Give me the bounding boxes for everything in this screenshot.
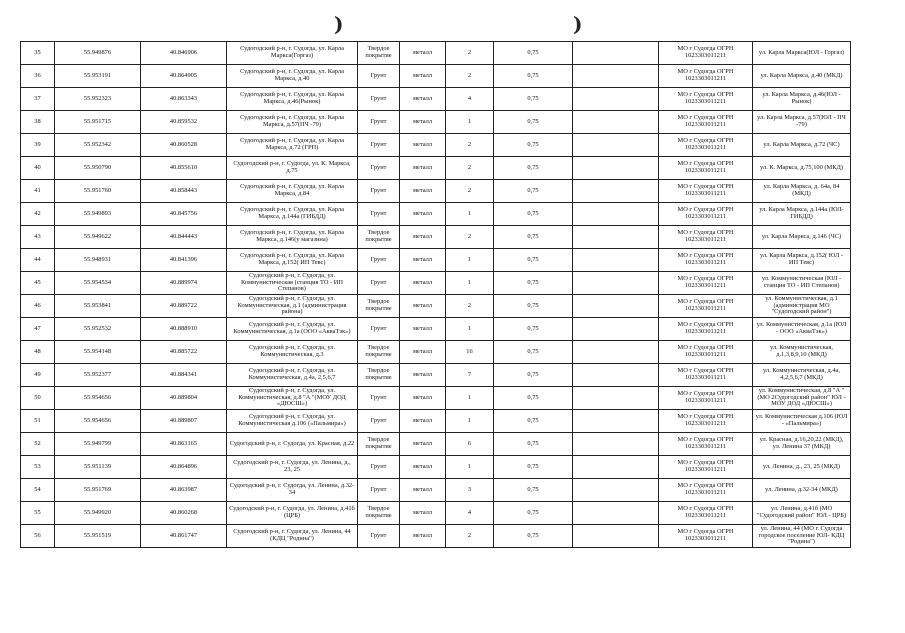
container-material-cell: металл (400, 272, 446, 295)
empty-cell-cell (573, 249, 659, 272)
longitude-cell: 40.861747 (141, 525, 227, 548)
surface-type-cell: Твердое покрытие (358, 364, 400, 387)
longitude-cell: 40.841396 (141, 249, 227, 272)
container-material-cell: металл (400, 157, 446, 180)
table-row (21, 203, 851, 226)
container-volume-cell: 0,75 (494, 341, 573, 364)
row-number-cell: 39 (21, 134, 55, 157)
surface-type-cell: Грунт (358, 134, 400, 157)
table-row (21, 479, 851, 502)
latitude-cell: 55.954656 (55, 387, 141, 410)
owner-organization-cell: МО г Судогда ОГРН 1023303011211 (659, 410, 753, 433)
surface-type-cell: Грунт (358, 249, 400, 272)
empty-cell-cell (573, 318, 659, 341)
owner-organization-cell: МО г Судогда ОГРН 1023303011211 (659, 341, 753, 364)
waste-source-cell: ул. Карла Маркса(ЮЛ - Горгаз) (753, 42, 851, 65)
empty-cell-cell (573, 42, 659, 65)
surface-type-cell: Грунт (358, 456, 400, 479)
address-cell: Судогодский р-н, г. Судогда, ул. Ленина, д.41б (ЦРБ) (227, 502, 358, 525)
container-count-cell: 1 (446, 410, 494, 433)
owner-organization-cell: МО г Судогда ОГРН 1023303011211 (659, 88, 753, 111)
row-number-cell: 56 (21, 525, 55, 548)
container-material-cell: металл (400, 295, 446, 318)
waste-source-cell: ул. Ленина, 44 (МО г. Судогда городское поселение ЮЛ- КДЦ "Родина") (753, 525, 851, 548)
surface-type-cell: Грунт (358, 272, 400, 295)
latitude-cell: 55.949893 (55, 203, 141, 226)
address-cell: Судогодский р-н, г. Судогда, ул. Карла Маркса, д.72 (ГРП) (227, 134, 358, 157)
row-number-cell: 38 (21, 111, 55, 134)
waste-source-cell: ул. Ленина, д.32-34 (МКД) (753, 479, 851, 502)
table-row (21, 341, 851, 364)
surface-type-cell: Грунт (358, 203, 400, 226)
owner-organization-cell: МО г Судогда ОГРН 1023303011211 (659, 502, 753, 525)
container-count-cell: 3 (446, 479, 494, 502)
row-number-cell: 35 (21, 42, 55, 65)
owner-organization-cell: МО г Судогда ОГРН 1023303011211 (659, 318, 753, 341)
table-row (21, 433, 851, 456)
empty-cell-cell (573, 295, 659, 318)
table-row (21, 157, 851, 180)
empty-cell-cell (573, 341, 659, 364)
address-cell: Судогодский р-н, г. Судогда, ул. Ленина, 44 (КДЦ "Родина") (227, 525, 358, 548)
latitude-cell: 55.952323 (55, 88, 141, 111)
latitude-cell: 55.954534 (55, 272, 141, 295)
container-count-cell: 4 (446, 502, 494, 525)
container-volume-cell: 0,75 (494, 111, 573, 134)
waste-source-cell: ул. Коммунистическая, д.4а, 4,2,5,6,7 (МКД) (753, 364, 851, 387)
longitude-cell: 40.889722 (141, 295, 227, 318)
empty-cell-cell (573, 65, 659, 88)
latitude-cell: 55.952377 (55, 364, 141, 387)
address-cell: Судогодский р-н, г. Судогда, ул. Коммунистическая, д.1а (ООО «АкваТэк») (227, 318, 358, 341)
row-number-cell: 52 (21, 433, 55, 456)
container-volume-cell: 0,75 (494, 88, 573, 111)
owner-organization-cell: МО г Судогда ОГРН 1023303011211 (659, 387, 753, 410)
row-number-cell: 45 (21, 272, 55, 295)
surface-type-cell: Твердое покрытие (358, 295, 400, 318)
surface-type-cell: Грунт (358, 318, 400, 341)
container-volume-cell: 0,75 (494, 479, 573, 502)
waste-source-cell: ул. Карла Маркса, д.144а (ЮЛ- ГИБДД) (753, 203, 851, 226)
surface-type-cell: Твердое покрытие (358, 341, 400, 364)
table-row (21, 134, 851, 157)
empty-cell-cell (573, 456, 659, 479)
longitude-cell: 40.855610 (141, 157, 227, 180)
latitude-cell: 55.952532 (55, 318, 141, 341)
empty-cell-cell (573, 88, 659, 111)
address-cell: Судогодский р-н, г. Судогда, ул. Красная, д.22 (227, 433, 358, 456)
table-row (21, 502, 851, 525)
longitude-cell: 40.885722 (141, 341, 227, 364)
container-material-cell: металл (400, 433, 446, 456)
owner-organization-cell: МО г Судогда ОГРН 1023303011211 (659, 479, 753, 502)
container-count-cell: 2 (446, 134, 494, 157)
table-row (21, 295, 851, 318)
waste-source-cell: ул. Карла Маркса, д.146 (ЧС) (753, 226, 851, 249)
empty-cell-cell (573, 272, 659, 295)
address-cell: Судогодский р-н, г. Судогда, ул. Коммунистическая, д.1 (администрация района) (227, 295, 358, 318)
table-row (21, 525, 851, 548)
waste-source-cell: ул. Карла Маркса, д.40 (МКД) (753, 65, 851, 88)
container-sites-table (20, 41, 851, 548)
surface-type-cell: Грунт (358, 387, 400, 410)
latitude-cell: 55.949920 (55, 502, 141, 525)
container-material-cell: металл (400, 318, 446, 341)
surface-type-cell: Грунт (358, 157, 400, 180)
empty-cell-cell (573, 502, 659, 525)
longitude-cell: 40.889807 (141, 410, 227, 433)
empty-cell-cell (573, 157, 659, 180)
latitude-cell: 55.951519 (55, 525, 141, 548)
owner-organization-cell: МО г Судогда ОГРН 1023303011211 (659, 272, 753, 295)
row-number-cell: 40 (21, 157, 55, 180)
table-row (21, 318, 851, 341)
latitude-cell: 55.953191 (55, 65, 141, 88)
container-volume-cell: 0,75 (494, 318, 573, 341)
longitude-cell: 40.884341 (141, 364, 227, 387)
row-number-cell: 47 (21, 318, 55, 341)
address-cell: Судогодский р-н, г. Судогда, ул. Ленина, д.32-34 (227, 479, 358, 502)
owner-organization-cell: МО г Судогда ОГРН 1023303011211 (659, 525, 753, 548)
table-row (21, 387, 851, 410)
surface-type-cell: Грунт (358, 180, 400, 203)
row-number-cell: 51 (21, 410, 55, 433)
binding-mark-right: ) (573, 12, 583, 36)
container-volume-cell: 0,75 (494, 295, 573, 318)
waste-source-cell: ул. Карла Маркса, д.57(ЮЛ - ПЧ -79) (753, 111, 851, 134)
address-cell: Судогодский р-н, г. Судогда, ул. Коммунистическая (станция ТО - ИП Степанов) (227, 272, 358, 295)
container-count-cell: 1 (446, 249, 494, 272)
container-material-cell: металл (400, 387, 446, 410)
container-material-cell: металл (400, 180, 446, 203)
container-material-cell: металл (400, 203, 446, 226)
row-number-cell: 41 (21, 180, 55, 203)
waste-source-cell: ул. Коммунистическая (ЮЛ - станция ТО - ИП Степанов) (753, 272, 851, 295)
address-cell: Судогодский р-н, г. Судогда, ул. К. Маркса, д.75 (227, 157, 358, 180)
owner-organization-cell: МО г Судогда ОГРН 1023303011211 (659, 203, 753, 226)
container-volume-cell: 0,75 (494, 65, 573, 88)
owner-organization-cell: МО г Судогда ОГРН 1023303011211 (659, 65, 753, 88)
container-volume-cell: 0,75 (494, 157, 573, 180)
table-row (21, 364, 851, 387)
surface-type-cell: Грунт (358, 88, 400, 111)
container-volume-cell: 0,75 (494, 272, 573, 295)
container-material-cell: металл (400, 479, 446, 502)
address-cell: Судогодский р-н, г. Судогда, ул. Карла Маркса(Горгаз) (227, 42, 358, 65)
container-material-cell: металл (400, 134, 446, 157)
table-row (21, 65, 851, 88)
container-volume-cell: 0,75 (494, 525, 573, 548)
longitude-cell: 40.845756 (141, 203, 227, 226)
table-row (21, 111, 851, 134)
surface-type-cell: Твердое покрытие (358, 226, 400, 249)
empty-cell-cell (573, 525, 659, 548)
container-volume-cell: 0,75 (494, 410, 573, 433)
waste-source-cell: ул. Коммунистическая, д.8 "А "(МО 2Судогодский район" ЮЛ - МОУ ДОД «ДЮСШ») (753, 387, 851, 410)
table-row (21, 226, 851, 249)
row-number-cell: 50 (21, 387, 55, 410)
table-row (21, 272, 851, 295)
address-cell: Судогодский р-н, г. Судогда, ул. Ленина, д., 23, 25 (227, 456, 358, 479)
address-cell: Судогодский р-н, г. Судогда, ул. Коммунистическая, д.4а, 2,5,6,7 (227, 364, 358, 387)
waste-source-cell: ул. Красная, д.16,20,22 (МКД), ул. Ленина 37 (МКД) (753, 433, 851, 456)
container-volume-cell: 0,75 (494, 433, 573, 456)
container-count-cell: 2 (446, 295, 494, 318)
container-count-cell: 16 (446, 341, 494, 364)
longitude-cell: 40.846906 (141, 42, 227, 65)
empty-cell-cell (573, 111, 659, 134)
surface-type-cell: Твердое покрытие (358, 502, 400, 525)
container-count-cell: 2 (446, 157, 494, 180)
table-row (21, 249, 851, 272)
binding-mark-left: ) (334, 12, 344, 36)
latitude-cell: 55.951760 (55, 180, 141, 203)
waste-source-cell: ул. Карла Маркса, д. 64а, 84 (МКД) (753, 180, 851, 203)
owner-organization-cell: МО г Судогда ОГРН 1023303011211 (659, 42, 753, 65)
waste-source-cell: ул. Коммунистическая, д.1,3,8,9,10 (МКД) (753, 341, 851, 364)
surface-type-cell: Грунт (358, 410, 400, 433)
empty-cell-cell (573, 433, 659, 456)
container-volume-cell: 0,75 (494, 249, 573, 272)
container-material-cell: металл (400, 249, 446, 272)
container-count-cell: 1 (446, 272, 494, 295)
longitude-cell: 40.860268 (141, 502, 227, 525)
empty-cell-cell (573, 226, 659, 249)
owner-organization-cell: МО г Судогда ОГРН 1023303011211 (659, 157, 753, 180)
owner-organization-cell: МО г Судогда ОГРН 1023303011211 (659, 364, 753, 387)
latitude-cell: 55.954656 (55, 410, 141, 433)
table-row (21, 456, 851, 479)
container-volume-cell: 0,75 (494, 502, 573, 525)
container-material-cell: металл (400, 456, 446, 479)
container-volume-cell: 0,75 (494, 364, 573, 387)
longitude-cell: 40.859532 (141, 111, 227, 134)
container-count-cell: 1 (446, 387, 494, 410)
row-number-cell: 54 (21, 479, 55, 502)
owner-organization-cell: МО г Судогда ОГРН 1023303011211 (659, 249, 753, 272)
waste-source-cell: ул. Ленина, д., 23, 25 (МКД) (753, 456, 851, 479)
row-number-cell: 43 (21, 226, 55, 249)
latitude-cell: 55.948931 (55, 249, 141, 272)
empty-cell-cell (573, 203, 659, 226)
waste-source-cell: ул. Карла Маркса, д.46(ЮЛ - Рынок) (753, 88, 851, 111)
row-number-cell: 36 (21, 65, 55, 88)
latitude-cell: 55.949799 (55, 433, 141, 456)
container-material-cell: металл (400, 341, 446, 364)
row-number-cell: 49 (21, 364, 55, 387)
latitude-cell: 55.952342 (55, 134, 141, 157)
owner-organization-cell: МО г Судогда ОГРН 1023303011211 (659, 180, 753, 203)
address-cell: Судогодский р-н, г. Судогда, ул. Коммунистическая, д.8 "А "(МОУ ДОД «ДЮСШ») (227, 387, 358, 410)
owner-organization-cell: МО г Судогда ОГРН 1023303011211 (659, 295, 753, 318)
row-number-cell: 46 (21, 295, 55, 318)
waste-source-cell: ул. Карла Маркса, д.152( ЮЛ - ИП Тевс) (753, 249, 851, 272)
waste-source-cell: ул. Карла Маркса, д.72 (ЧС) (753, 134, 851, 157)
row-number-cell: 48 (21, 341, 55, 364)
latitude-cell: 55.949622 (55, 226, 141, 249)
empty-cell-cell (573, 134, 659, 157)
container-count-cell: 1 (446, 318, 494, 341)
owner-organization-cell: МО г Судогда ОГРН 1023303011211 (659, 433, 753, 456)
container-count-cell: 2 (446, 42, 494, 65)
waste-source-cell: ул. Коммунистическая, д.1 (администрация МО "Судогодский район") (753, 295, 851, 318)
container-count-cell: 4 (446, 88, 494, 111)
owner-organization-cell: МО г Судогда ОГРН 1023303011211 (659, 111, 753, 134)
longitude-cell: 40.888910 (141, 318, 227, 341)
latitude-cell: 55.953841 (55, 295, 141, 318)
empty-cell-cell (573, 180, 659, 203)
row-number-cell: 53 (21, 456, 55, 479)
surface-type-cell: Грунт (358, 525, 400, 548)
container-volume-cell: 0,75 (494, 134, 573, 157)
container-count-cell: 2 (446, 525, 494, 548)
address-cell: Судогодский р-н, г. Судогда, ул. Карла Маркса, д.144а (ГИБДД) (227, 203, 358, 226)
longitude-cell: 40.864905 (141, 65, 227, 88)
container-count-cell: 2 (446, 180, 494, 203)
longitude-cell: 40.889804 (141, 387, 227, 410)
address-cell: Судогодский р-н, г. Судогда, ул. Карла Маркса, д.152( ИП Тевс) (227, 249, 358, 272)
surface-type-cell: Грунт (358, 479, 400, 502)
container-count-cell: 2 (446, 65, 494, 88)
container-volume-cell: 0,75 (494, 180, 573, 203)
longitude-cell: 40.863987 (141, 479, 227, 502)
owner-organization-cell: МО г Судогда ОГРН 1023303011211 (659, 134, 753, 157)
address-cell: Судогодский р-н, г. Судогда, ул. Карла Маркса, д.46(Рынок) (227, 88, 358, 111)
address-cell: Судогодский р-н, г. Судогда, ул. Коммунистическая, д.3 (227, 341, 358, 364)
table-row (21, 410, 851, 433)
container-count-cell: 7 (446, 364, 494, 387)
table-row (21, 88, 851, 111)
surface-type-cell: Твердое покрытие (358, 433, 400, 456)
latitude-cell: 55.949876 (55, 42, 141, 65)
owner-organization-cell: МО г Судогда ОГРН 1023303011211 (659, 456, 753, 479)
container-volume-cell: 0,75 (494, 226, 573, 249)
container-material-cell: металл (400, 88, 446, 111)
owner-organization-cell: МО г Судогда ОГРН 1023303011211 (659, 226, 753, 249)
longitude-cell: 40.860528 (141, 134, 227, 157)
empty-cell-cell (573, 410, 659, 433)
waste-source-cell: ул. Коммунистическая, д.1а (ЮЛ - ООО «АкваТэк») (753, 318, 851, 341)
longitude-cell: 40.863165 (141, 433, 227, 456)
latitude-cell: 55.951769 (55, 479, 141, 502)
latitude-cell: 55.951715 (55, 111, 141, 134)
container-material-cell: металл (400, 226, 446, 249)
surface-type-cell: Грунт (358, 65, 400, 88)
address-cell: Судогодский р-н, г. Судогда, ул. Карла Маркса, д.57(ПЧ -79) (227, 111, 358, 134)
container-volume-cell: 0,75 (494, 42, 573, 65)
container-material-cell: металл (400, 65, 446, 88)
container-material-cell: металл (400, 364, 446, 387)
surface-type-cell: Твердое покрытие (358, 42, 400, 65)
waste-source-cell: ул. К. Маркса, д.75,100 (МКД) (753, 157, 851, 180)
empty-cell-cell (573, 364, 659, 387)
surface-type-cell: Грунт (358, 111, 400, 134)
container-material-cell: металл (400, 525, 446, 548)
latitude-cell: 55.950790 (55, 157, 141, 180)
longitude-cell: 40.863343 (141, 88, 227, 111)
row-number-cell: 42 (21, 203, 55, 226)
address-cell: Судогодский р-н, г. Судогда, ул. Карла Маркса, д.84 (227, 180, 358, 203)
address-cell: Судогодский р-н, г. Судогда, ул. Коммунистическая д.106 («Пальмира») (227, 410, 358, 433)
address-cell: Судогодский р-н, г. Судогда, ул. Карла Маркса, д.146(у магазина) (227, 226, 358, 249)
container-material-cell: металл (400, 410, 446, 433)
longitude-cell: 40.889974 (141, 272, 227, 295)
longitude-cell: 40.858443 (141, 180, 227, 203)
row-number-cell: 37 (21, 88, 55, 111)
latitude-cell: 55.951139 (55, 456, 141, 479)
table-row (21, 180, 851, 203)
longitude-cell: 40.844443 (141, 226, 227, 249)
row-number-cell: 44 (21, 249, 55, 272)
latitude-cell: 55.954148 (55, 341, 141, 364)
container-volume-cell: 0,75 (494, 456, 573, 479)
container-count-cell: 6 (446, 433, 494, 456)
table-row (21, 42, 851, 65)
container-count-cell: 2 (446, 226, 494, 249)
container-material-cell: металл (400, 111, 446, 134)
container-material-cell: металл (400, 502, 446, 525)
container-volume-cell: 0,75 (494, 387, 573, 410)
container-volume-cell: 0,75 (494, 203, 573, 226)
waste-source-cell: ул. Ленина, д.41б (МО "Судогодский район" ЮЛ - ЦРБ) (753, 502, 851, 525)
longitude-cell: 40.864896 (141, 456, 227, 479)
empty-cell-cell (573, 387, 659, 410)
address-cell: Судогодский р-н, г. Судогда, ул. Карла Маркса, д.40 (227, 65, 358, 88)
container-material-cell: металл (400, 42, 446, 65)
empty-cell-cell (573, 479, 659, 502)
row-number-cell: 55 (21, 502, 55, 525)
waste-source-cell: ул. Коммунистическая д.106 (ЮЛ - «Пальмира») (753, 410, 851, 433)
container-count-cell: 1 (446, 203, 494, 226)
container-count-cell: 1 (446, 111, 494, 134)
container-count-cell: 1 (446, 456, 494, 479)
